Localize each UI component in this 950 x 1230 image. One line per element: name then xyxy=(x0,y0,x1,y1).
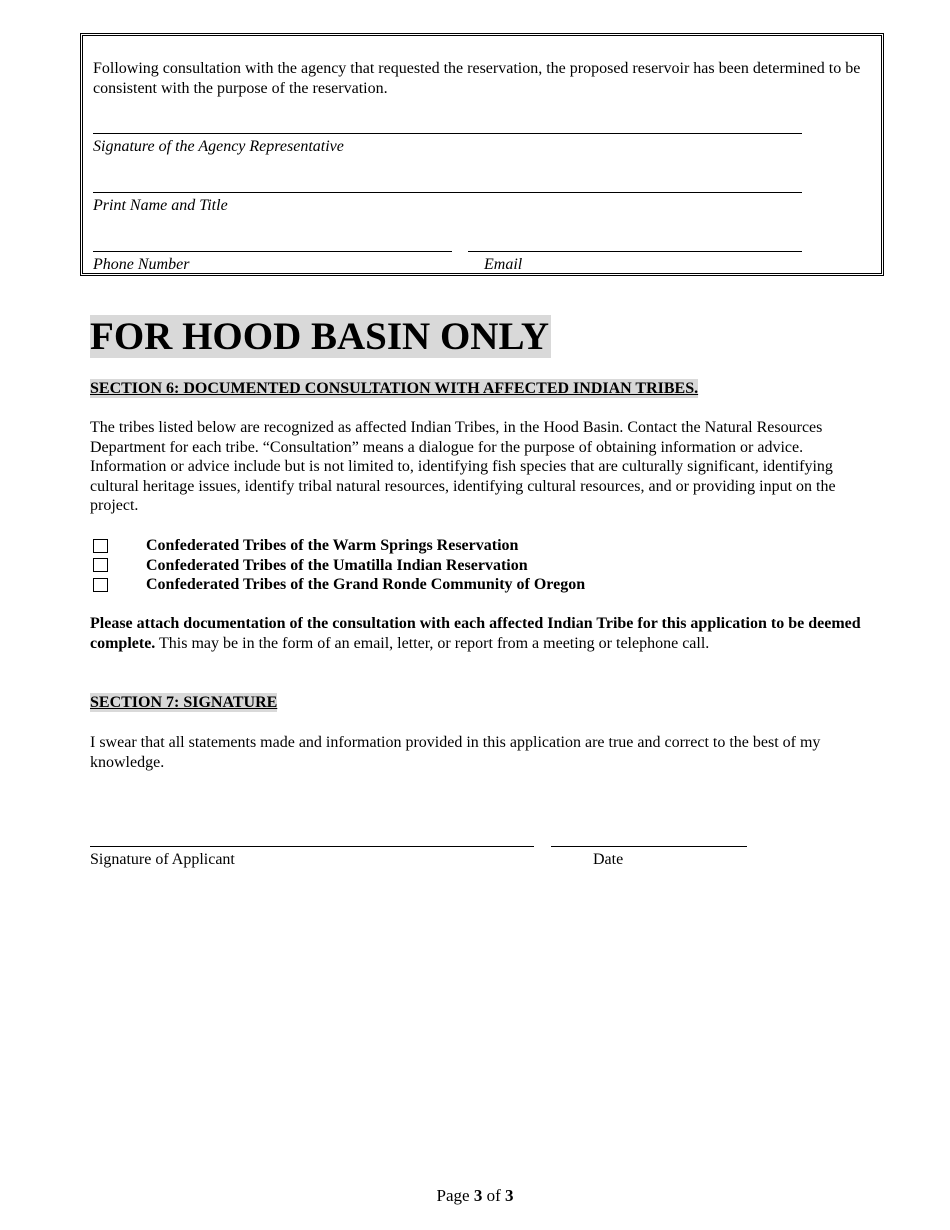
tribe-item[interactable] xyxy=(90,536,585,556)
tribe-checklist xyxy=(90,536,585,595)
tribe-label: Confederated Tribes of the Grand Ronde Community of Oregon xyxy=(146,576,586,593)
agency-signature-label: Signature of the Agency Representative xyxy=(93,138,344,155)
tribe-item[interactable] xyxy=(90,556,585,576)
page-word: Page xyxy=(436,1186,470,1205)
of-word: of xyxy=(486,1186,501,1205)
checkbox[interactable] xyxy=(93,578,108,592)
section6-intro: The tribes listed below are recognized as affected Indian Tribes, in the Hood Basin. Contact the Natural Resources Department for each tribe. “Consultation” means a dialogue for the purpose of obtaining information or advice. Information or advice include but is not limited to, identifying fish species that are culturally significant, identifying cultural heritage issues, identify tribal natural resources, identifying cultural resources, and or providing input on the project. xyxy=(90,419,836,514)
attach-note-bold: Please attach documentation of the consultation with each affected Indian Tribe for this application to be deemed complete. xyxy=(90,615,861,652)
oath-statement: I swear that all statements made and information provided in this application are true and correct to the best of my knowledge. xyxy=(90,734,821,771)
tribe-item[interactable] xyxy=(90,575,585,595)
section7-heading: SECTION 7: SIGNATURE xyxy=(90,694,278,711)
checkbox[interactable] xyxy=(93,558,108,572)
attach-documentation-note xyxy=(90,614,880,653)
attach-note-rest: This may be in the form of an email, letter, or report from a meeting or telephone call. xyxy=(155,634,710,652)
email-line[interactable] xyxy=(468,251,802,252)
email-label: Email xyxy=(484,256,523,273)
agency-signature-line[interactable] xyxy=(93,133,802,134)
page-number xyxy=(0,1186,950,1206)
section6-heading: SECTION 6: DOCUMENTED CONSULTATION WITH AFFECTED INDIAN TRIBES. xyxy=(90,380,699,397)
date-label: Date xyxy=(593,851,624,868)
applicant-signature-line[interactable] xyxy=(90,846,534,847)
applicant-signature-label: Signature of Applicant xyxy=(90,851,235,868)
name-title-line[interactable] xyxy=(93,192,802,193)
tribe-label: Confederated Tribes of the Warm Springs Reservation xyxy=(146,537,519,554)
current-page: 3 xyxy=(473,1186,483,1205)
name-title-label: Print Name and Title xyxy=(93,197,228,214)
phone-line[interactable] xyxy=(93,251,452,252)
phone-label: Phone Number xyxy=(93,256,190,273)
date-line[interactable] xyxy=(551,846,747,847)
agency-consultation-box xyxy=(80,33,884,276)
total-pages: 3 xyxy=(504,1186,514,1205)
checkbox[interactable] xyxy=(93,539,108,553)
agency-statement: Following consultation with the agency that requested the reservation, the proposed reservoir has been determined to be consistent with the purpose of the reservation. xyxy=(93,60,861,97)
hood-basin-heading: FOR HOOD BASIN ONLY xyxy=(90,315,550,358)
tribe-label: Confederated Tribes of the Umatilla Indian Reservation xyxy=(146,556,528,574)
